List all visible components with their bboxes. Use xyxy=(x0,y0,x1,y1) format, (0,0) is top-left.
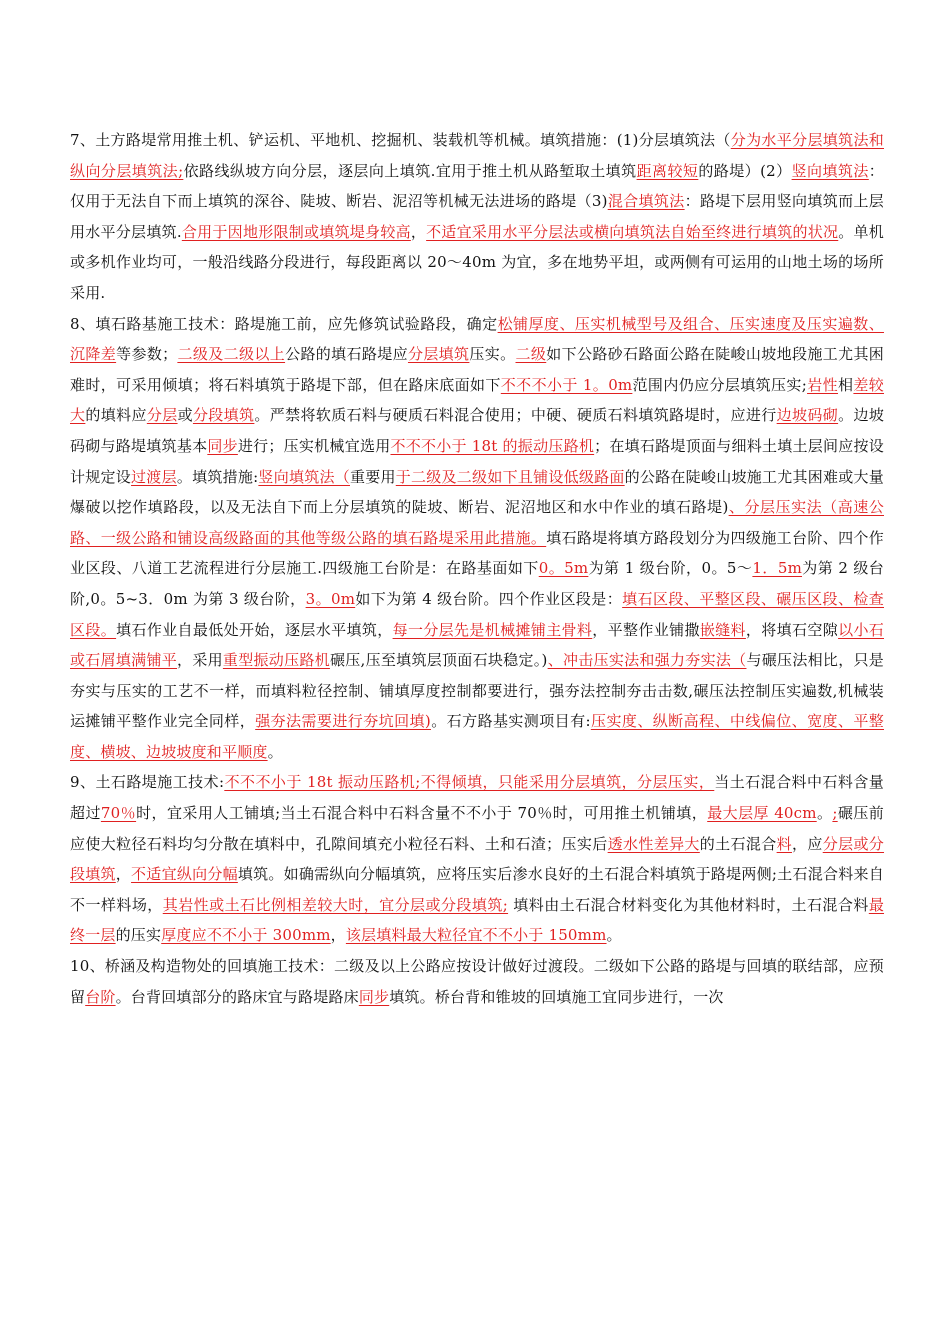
body-text: 等参数； xyxy=(116,345,178,364)
highlighted-text: 料 xyxy=(776,834,792,853)
highlighted-text: 合用于因地形限制或填筑堤身较高 xyxy=(181,222,411,241)
body-text: 填筑。桥台背和锥坡的回填施工宜同步进行，一次 xyxy=(389,987,724,1006)
highlighted-text: 70％ xyxy=(100,804,137,823)
body-text: 压实。 xyxy=(469,345,516,364)
highlighted-text: 分段填筑 xyxy=(192,406,255,425)
highlighted-text: 同步 xyxy=(358,987,390,1006)
body-text: ，平整作业铺撒 xyxy=(592,620,700,639)
highlighted-text: 以小石或石屑填满铺平 xyxy=(70,620,884,670)
body-text: 。严禁将软质石料与硬质石料混合使用；中硬、硬质石料填筑路堤时，应进行 xyxy=(254,406,777,425)
body-text: 。填筑措施: xyxy=(176,467,259,486)
body-text: 公路的填石路堤应 xyxy=(285,345,408,364)
highlighted-text: 该层填料最大粒径宜不不小于 150mm xyxy=(345,926,607,945)
highlighted-text: 不不不小于 18t 振动压路机;不得倾填，只能采用分层填筑，分层压实， xyxy=(224,773,715,792)
highlighted-text: 不不不小于 1。0m xyxy=(500,375,633,394)
body-text: ；在填石路堤顶面与细料土填土层间应按设计规定设 xyxy=(70,436,884,486)
highlighted-text: 最终一层 xyxy=(70,895,885,945)
highlighted-text: 1．5m xyxy=(752,559,803,578)
highlighted-text: 台阶 xyxy=(85,987,116,1006)
body-text: 的土石混合 xyxy=(699,834,777,853)
body-text: 填石作业自最低处开始，逐层水平填筑， xyxy=(116,620,393,639)
body-text: 填筑。如确需纵向分幅填筑，应将压实后渗水良好的土石混合料填筑于路堤两侧;土石混合料来自不一样料场， xyxy=(70,865,884,914)
body-text: 当土石混合料中石料含量超过 xyxy=(70,773,884,823)
paragraph-10 xyxy=(70,951,884,1012)
body-text: 。台背回填部分的路床宜与路堤路床 xyxy=(115,987,359,1006)
highlighted-text: 二级及二级以上 xyxy=(177,345,286,364)
body-text: 碾压,压至填筑层顶面石块稳定。) xyxy=(329,651,548,670)
highlighted-text: 最大层厚 40cm xyxy=(707,804,817,823)
body-text: 。 xyxy=(267,742,283,761)
body-text: 碾压前应使大粒径石料均匀分散在填料中，孔隙间填充小粒径石料、土和石渣；压实后 xyxy=(70,804,885,853)
highlighted-text: 竖向填筑法（ xyxy=(258,467,350,486)
highlighted-text: 不适宜采用水平分层法或横向填筑法自始至终进行填筑的状况 xyxy=(426,222,839,241)
highlighted-text: 于二级及二级如下且铺设低级路面 xyxy=(395,467,625,486)
highlighted-text: 竖向填筑法 xyxy=(791,161,869,180)
highlighted-text: 厚度应不不小于 300mm xyxy=(161,926,331,945)
highlighted-text: ; xyxy=(832,804,838,823)
body-text: 。边坡码砌与路堤填筑基本 xyxy=(70,406,885,455)
paragraph-8 xyxy=(70,309,884,768)
body-text: 范围内仍应分层填筑压实; xyxy=(632,375,808,394)
highlighted-text: 每一分层先是机械摊铺主骨料 xyxy=(392,620,593,639)
body-text: ，采用 xyxy=(177,651,223,670)
body-text: ：路堤下层用竖向填筑而上层用水平分层填筑. xyxy=(70,192,884,241)
highlighted-text: 3。0m xyxy=(305,589,356,608)
highlighted-text: 不适宜纵向分幅 xyxy=(131,865,238,884)
highlighted-text: 分层 xyxy=(146,406,178,425)
body-text: 填料由土石混合材料变化为其他材料时，土石混合料 xyxy=(508,895,869,914)
highlighted-text: 其岩性或土石比例相差较大时，宜分层或分段填筑; xyxy=(162,895,509,914)
body-text: 。 xyxy=(606,926,622,945)
body-text: ， xyxy=(115,865,132,884)
body-text: 的路堤）(2） xyxy=(698,161,792,180)
highlighted-text: 不不不小于 18t 的振动压路机 xyxy=(390,436,595,455)
body-text: 10、桥涵及构造物处的回填施工技术：二级及以上公路应按设计做好过渡段。二级如下公路的路堤与回填的联结部，应预留 xyxy=(70,957,884,1006)
body-text: 。 xyxy=(816,804,833,823)
paragraph-9 xyxy=(70,767,884,951)
body-text: 填石路堤将填方路段划分为四级施工台阶、四个作业区段、八道工艺流程进行分层施工.四级施工台阶是：在路基面如下 xyxy=(70,528,884,578)
document-body xyxy=(70,125,884,1012)
highlighted-text: 分层或分段填筑 xyxy=(70,834,885,884)
highlighted-text: 分层填筑 xyxy=(407,345,470,364)
body-text: 。石方路基实测项目有: xyxy=(430,712,591,731)
body-text: 重要用 xyxy=(349,467,396,486)
highlighted-text: 距离较短 xyxy=(636,161,699,180)
body-text: 或 xyxy=(177,406,193,425)
body-text: 依路线纵坡方向分层，逐层向上填筑.宜用于推土机从路堑取土填筑 xyxy=(183,161,637,180)
body-text: 为第 1 级台阶，0。5～ xyxy=(588,559,753,578)
highlighted-text: 过渡层 xyxy=(131,467,177,486)
body-text: 时，宜采用人工铺填;当土石混合料中石料含量不不小于 70％时，可用推土机铺填， xyxy=(136,804,708,823)
highlighted-text: 重型振动压路机 xyxy=(222,651,330,670)
body-text: 与碾压法相比，只是夯实与压实的工艺不一样，而填料粒径控制、铺填厚度控制都要进行，强夯法控制夯击击数,碾压法控制压实遍数,机械装运摊铺平整作业完全同样， xyxy=(70,651,884,731)
body-text: ， xyxy=(330,926,346,945)
paragraph-7 xyxy=(70,125,884,309)
highlighted-text: 压实度、纵断高程、中线偏位、宽度、平整度、横坡、边坡坡度和平顺度 xyxy=(70,712,884,761)
highlighted-text: 差较大 xyxy=(70,375,884,425)
body-text: 的压实 xyxy=(115,926,162,945)
highlighted-text: 强夯法需要进行夯坑回填) xyxy=(255,712,431,731)
highlighted-text: 嵌缝料 xyxy=(699,620,746,639)
body-text: ，将填石空隙 xyxy=(745,620,839,639)
highlighted-text: 松铺厚度、压实机械型号及组合、压实速度及压实遍数、沉降差 xyxy=(70,314,884,364)
highlighted-text: 同步 xyxy=(207,436,238,455)
body-text: 。单机或多机作业均可，一般沿线路分段进行，每段距离以 20～40m 为宜，多在地势平坦，或两侧有可运用的山地土场的场所采用. xyxy=(70,222,884,302)
body-text: 的填料应 xyxy=(85,406,147,425)
highlighted-text: 二级 xyxy=(515,345,547,364)
body-text: 9、土石路堤施工技术: xyxy=(70,773,225,792)
highlighted-text: 分为水平分层填筑法和纵向分层填筑法; xyxy=(70,131,884,180)
highlighted-text: 、冲击压实法和强力夯实法（ xyxy=(547,651,747,670)
highlighted-text: 混合填筑法 xyxy=(607,192,685,211)
body-text: 的公路在陡峻山坡施工尤其困难或大量爆破以挖作填路段，以及无法自下而上分层填筑的陡坡、断岩、泥沼地区和水中作业的填石路堤) xyxy=(70,467,884,517)
highlighted-text: 边坡码砌 xyxy=(776,406,839,425)
body-text: 相 xyxy=(838,375,854,394)
highlighted-text: 岩性 xyxy=(807,375,839,394)
body-text: 如下为第 4 级台阶。四个作业区段是： xyxy=(355,589,623,608)
body-text: 进行；压实机械宜选用 xyxy=(237,436,391,455)
body-text: 7、土方路堤常用推土机、铲运机、平地机、挖掘机、装载机等机械。填筑措施：(1)分层填筑法（ xyxy=(70,131,731,149)
body-text: 如下公路砂石路面公路在陡峻山坡地段施工尤其困难时，可采用倾填；将石料填筑于路堤下部，但在路床底面如下 xyxy=(70,345,884,394)
body-text: ：仅用于无法自下而上填筑的深谷、陡坡、断岩、泥沼等机械无法进场的路堤（3) xyxy=(70,161,884,211)
body-text: ，应 xyxy=(791,834,823,853)
highlighted-text: 填石区段、平整区段、碾压区段、检查区段。 xyxy=(70,589,884,639)
body-text: 为第 2 级台阶,0。5~3．0m 为第 3 级台阶， xyxy=(70,559,884,608)
body-text: 8、填石路基施工技术：路堤施工前，应先修筑试验路段，确定 xyxy=(70,314,498,333)
body-text: ， xyxy=(410,222,427,241)
highlighted-text: 、分层压实法（高速公路、一级公路和铺设高级路面的其他等级公路的填石路堤采用此措施。 xyxy=(70,498,884,547)
highlighted-text: 透水性差异大 xyxy=(607,834,700,853)
highlighted-text: 0。5m xyxy=(538,559,589,578)
